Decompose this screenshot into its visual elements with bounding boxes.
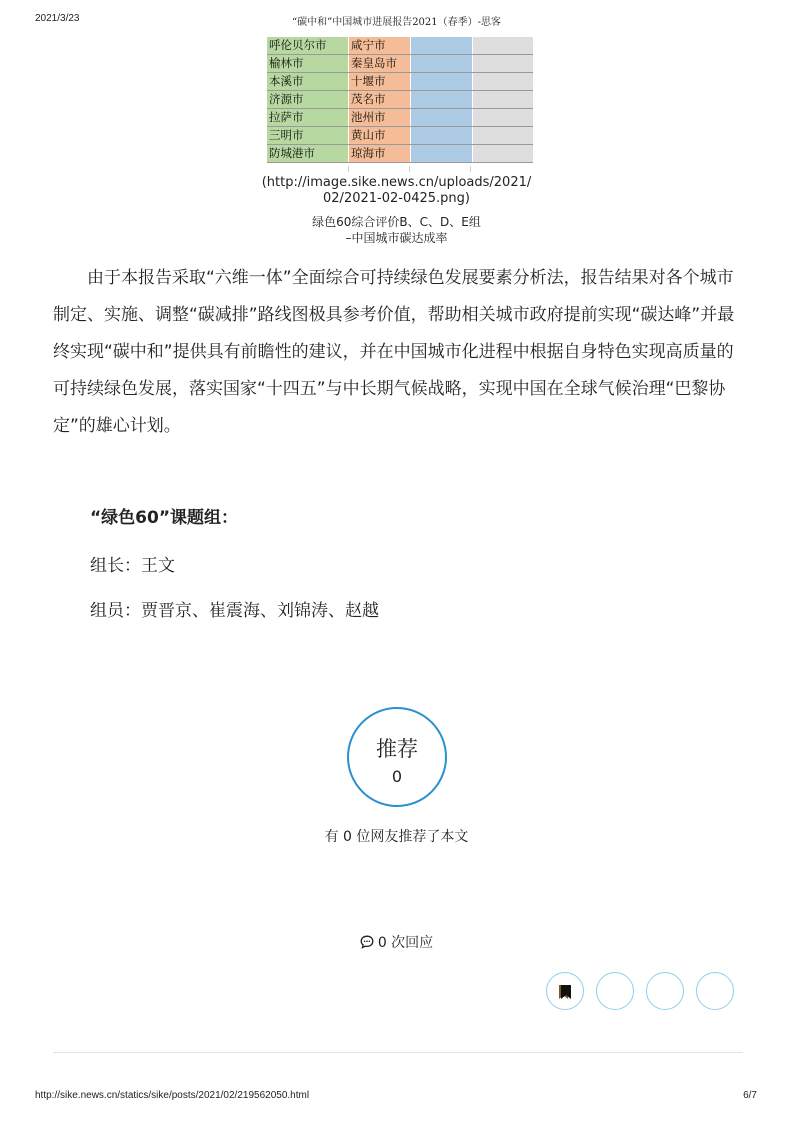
city-table-image — [267, 37, 533, 163]
table-cell: 榆林市 — [267, 55, 349, 73]
table-gridline — [409, 166, 410, 172]
table-cell: 池州市 — [349, 109, 411, 127]
team-members: 组员：贾晋京、崔震海、刘锦涛、赵越 — [90, 601, 379, 621]
bookmark-icon — [558, 984, 572, 1000]
share-button[interactable] — [696, 972, 734, 1010]
recommend-label: 推荐 — [376, 737, 418, 761]
table-cell — [411, 109, 473, 127]
table-cell: 十堰市 — [349, 73, 411, 91]
table-cell — [411, 91, 473, 109]
table-row — [267, 55, 533, 73]
table-row — [267, 109, 533, 127]
table-row — [267, 145, 533, 163]
table-row — [267, 73, 533, 91]
table-cell: 琼海市 — [349, 145, 411, 163]
body-text — [53, 260, 743, 445]
share-button[interactable] — [646, 972, 684, 1010]
share-button[interactable] — [596, 972, 634, 1010]
table-cell — [411, 37, 473, 55]
table-cell: 秦皇岛市 — [349, 55, 411, 73]
table-cell: 三明市 — [267, 127, 349, 145]
image-url-line1: (http://image.sike.news.cn/uploads/2021/ — [261, 175, 532, 190]
table-cell — [411, 127, 473, 145]
table-cell: 本溪市 — [267, 73, 349, 91]
table-cell: 拉萨市 — [267, 109, 349, 127]
table-cell — [473, 145, 534, 163]
replies-link[interactable] — [0, 932, 793, 952]
table-cell — [411, 73, 473, 91]
recommend-note: 有 0 位网友推荐了本文 — [324, 829, 469, 845]
table-cell — [473, 91, 534, 109]
image-caption-line2: –中国城市碳达成率 — [345, 231, 448, 245]
table-cell: 济源市 — [267, 91, 349, 109]
table-cell: 咸宁市 — [349, 37, 411, 55]
print-page-title: “碳中和”中国城市进展报告2021（春季）-思客 — [291, 17, 502, 28]
table-cell — [473, 127, 534, 145]
team-heading: “绿色60”课题组： — [90, 508, 239, 528]
print-date: 2021/3/23 — [35, 13, 80, 24]
comment-bubble-icon — [360, 935, 374, 949]
table-cell — [411, 55, 473, 73]
table-cell — [473, 55, 534, 73]
team-leader: 组长：王文 — [90, 556, 175, 576]
table-cell: 防城港市 — [267, 145, 349, 163]
table-cell — [473, 73, 534, 91]
bookmark-button[interactable] — [546, 972, 584, 1010]
table-cell — [473, 109, 534, 127]
table-cell — [411, 145, 473, 163]
recommend-count: 0 — [391, 767, 403, 786]
table-cell: 呼伦贝尔市 — [267, 37, 349, 55]
table-row — [267, 91, 533, 109]
body-paragraph: 由于本报告采取“六维一体”全面综合可持续绿色发展要素分析法，报告结果对各个城市制定、实施、调整“碳减排”路线图极具参考价值，帮助相关城市政府提前实现“碳达峰”并最终实现“碳中和”提供具有前瞻性的建议，并在中国城市化进程中根据自身特色实现高质量的可持续绿色发展，落实国家“十四五”与中长期气候战略，实现中国在全球气候治理“巴黎协定”的雄心计划。 — [53, 268, 735, 436]
table-gridline — [348, 166, 349, 172]
recommend-button[interactable] — [347, 707, 447, 807]
image-caption-line1: 绿色60综合评价B、C、D、E组 — [312, 215, 481, 229]
table-row — [267, 127, 533, 145]
table-cell — [473, 37, 534, 55]
table-cell: 茂名市 — [349, 91, 411, 109]
print-url: http://sike.news.cn/statics/sike/posts/2021/02/219562050.html — [35, 1090, 310, 1101]
replies-label: 0 次回应 — [377, 935, 434, 951]
divider — [53, 1052, 743, 1053]
table-gridline — [470, 166, 471, 172]
table-cell: 黄山市 — [349, 127, 411, 145]
table-row — [267, 37, 533, 55]
image-url-line2: 02/2021-02-0425.png) — [323, 191, 470, 206]
print-page-number: 6/7 — [743, 1090, 757, 1101]
